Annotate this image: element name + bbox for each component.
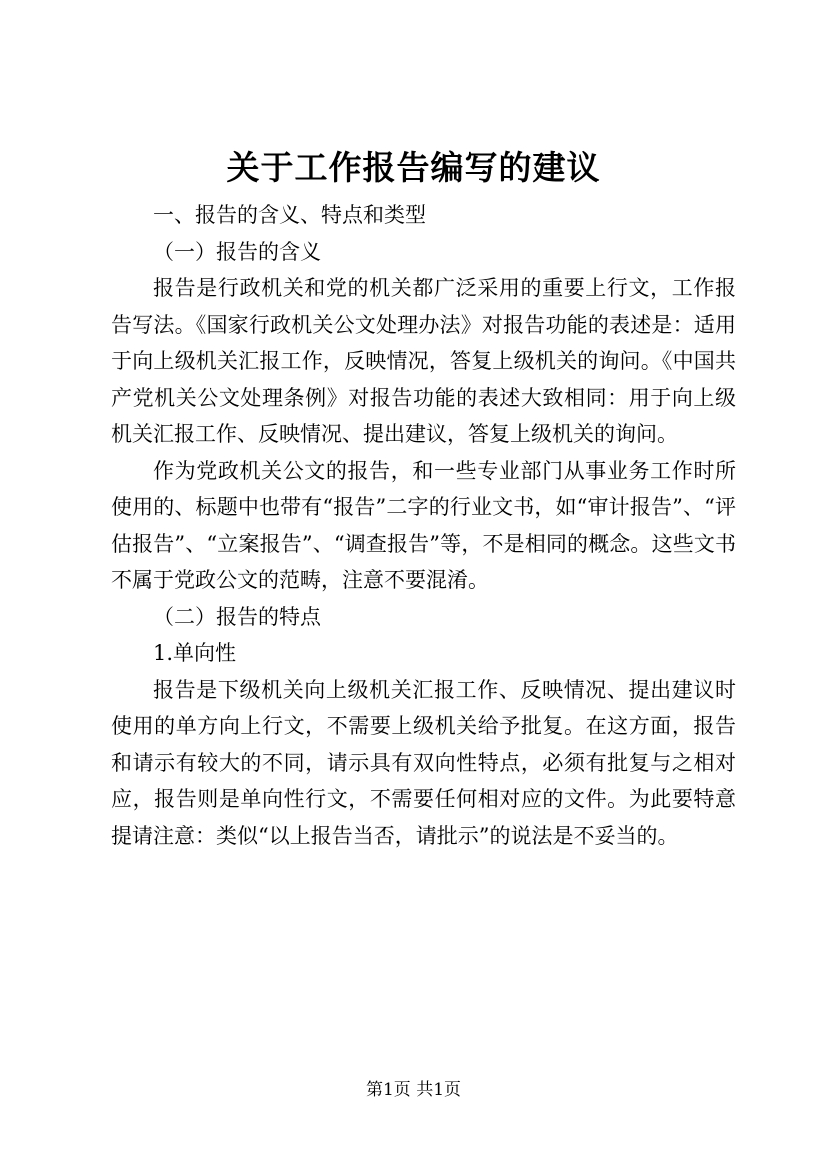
body-paragraph: 报告是下级机关向上级机关汇报工作、反映情况、提出建议时使用的单方向上行文，不需要上级机关给予批复。在这方面，报告和请示有较大的不同，请示具有双向性特点，必须有批复与之相对应，报告则是单向性行文，不需要任何相对应的文件。为此要特意提请注意：类似“以上报告当否，请批示”的说法是不妥当的。 xyxy=(111,677,736,848)
body-paragraph: 报告是行政机关和党的机关都广泛采用的重要上行文，工作报告写法。《国家行政机关公文处理办法》对报告功能的表述是：适用于向上级机关汇报工作，反映情况，答复上级机关的询问。《中国共产党机关公文处理条例》对报告功能的表述大致相同：用于向上级机关汇报工作、反映情况、提出建议，答复上级机关的询问。 xyxy=(111,276,736,446)
page-footer: 第1页 共1页 xyxy=(365,1080,462,1100)
body-paragraph: 作为党政机关公文的报告，和一些专业部门从事业务工作时所使用的、标题中也带有“报告”二字的行业文书，如“审计报告”、“评估报告”、“立案报告”、“调查报告”等，不是相同的概念。这些文书不属于党政公文的范畴，注意不要混淆。 xyxy=(111,458,736,592)
document-title: 关于工作报告编写的建议 xyxy=(226,148,601,187)
section-heading: 一、报告的含义、特点和类型 xyxy=(153,203,426,227)
subsection-heading: （一）报告的含义 xyxy=(153,239,321,264)
document-body xyxy=(111,197,736,854)
item-heading: 1.单向性 xyxy=(153,641,237,665)
subsection-heading: （二）报告的特点 xyxy=(153,604,321,629)
